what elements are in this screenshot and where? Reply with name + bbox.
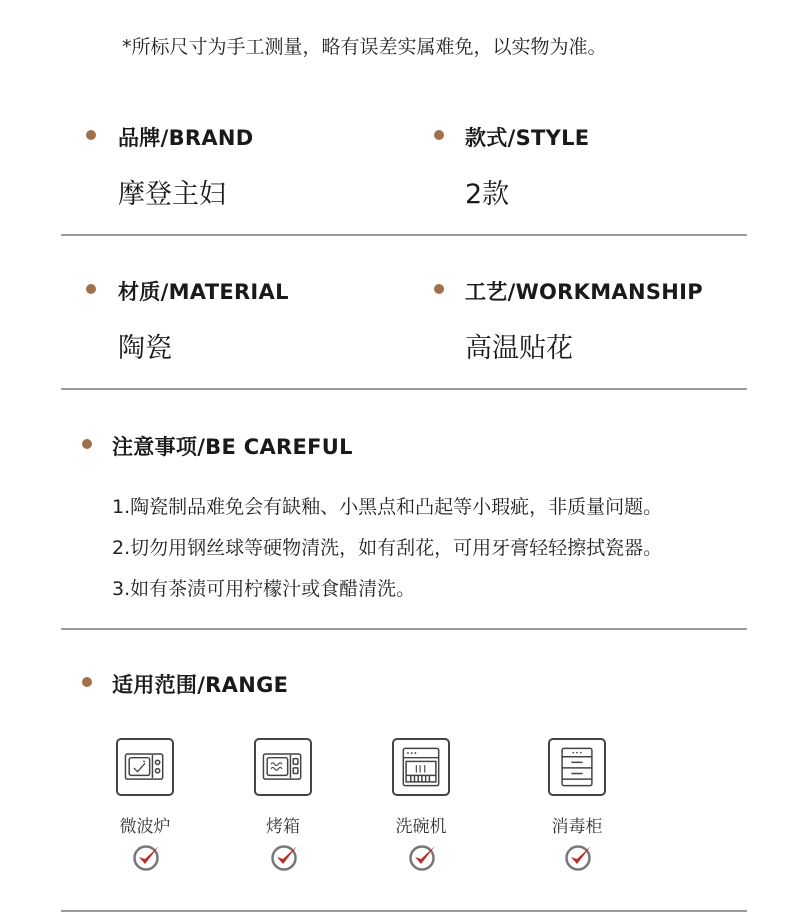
sterilizer-cabinet-icon bbox=[548, 738, 606, 796]
brand-heading: 品牌/BRAND bbox=[118, 126, 254, 150]
divider bbox=[61, 388, 747, 390]
dishwasher-label: 洗碗机 bbox=[395, 817, 447, 837]
careful-line-3: 3.如有茶渍可用柠檬汁或食醋清洗。 bbox=[112, 578, 416, 600]
divider bbox=[61, 628, 747, 630]
material-heading: 材质/MATERIAL bbox=[118, 280, 289, 304]
brand-value: 摩登主妇 bbox=[118, 179, 226, 210]
bullet-dot bbox=[86, 130, 96, 140]
sterilizer-cabinet-label: 消毒柜 bbox=[551, 817, 603, 837]
style-value: 2款 bbox=[465, 179, 510, 210]
range-heading: 适用范围/RANGE bbox=[112, 673, 289, 697]
careful-line-1: 1.陶瓷制品难免会有缺釉、小黑点和凸起等小瑕疵，非质量问题。 bbox=[112, 496, 663, 518]
oven-label: 烤箱 bbox=[266, 817, 300, 837]
divider bbox=[61, 234, 747, 236]
material-value: 陶瓷 bbox=[118, 333, 172, 364]
check-icon bbox=[406, 840, 440, 874]
dishwasher-icon bbox=[392, 738, 450, 796]
style-heading: 款式/STYLE bbox=[465, 126, 590, 150]
check-icon bbox=[562, 840, 596, 874]
bullet-dot bbox=[86, 284, 96, 294]
careful-heading: 注意事项/BE CAREFUL bbox=[112, 435, 353, 459]
check-icon bbox=[268, 840, 302, 874]
measurement-notice: *所标尺寸为手工测量，略有误差实属难免，以实物为准。 bbox=[122, 36, 607, 58]
bullet-dot bbox=[82, 439, 92, 449]
check-icon bbox=[130, 840, 164, 874]
workmanship-heading: 工艺/WORKMANSHIP bbox=[465, 280, 703, 304]
oven-icon bbox=[254, 738, 312, 796]
bullet-dot bbox=[434, 130, 444, 140]
bullet-dot bbox=[434, 284, 444, 294]
microwave-icon bbox=[116, 738, 174, 796]
bullet-dot bbox=[82, 677, 92, 687]
divider bbox=[61, 910, 747, 912]
workmanship-value: 高温贴花 bbox=[465, 333, 573, 364]
microwave-label: 微波炉 bbox=[119, 817, 171, 837]
careful-line-2: 2.切勿用钢丝球等硬物清洗，如有刮花，可用牙膏轻轻擦拭瓷器。 bbox=[112, 537, 663, 559]
